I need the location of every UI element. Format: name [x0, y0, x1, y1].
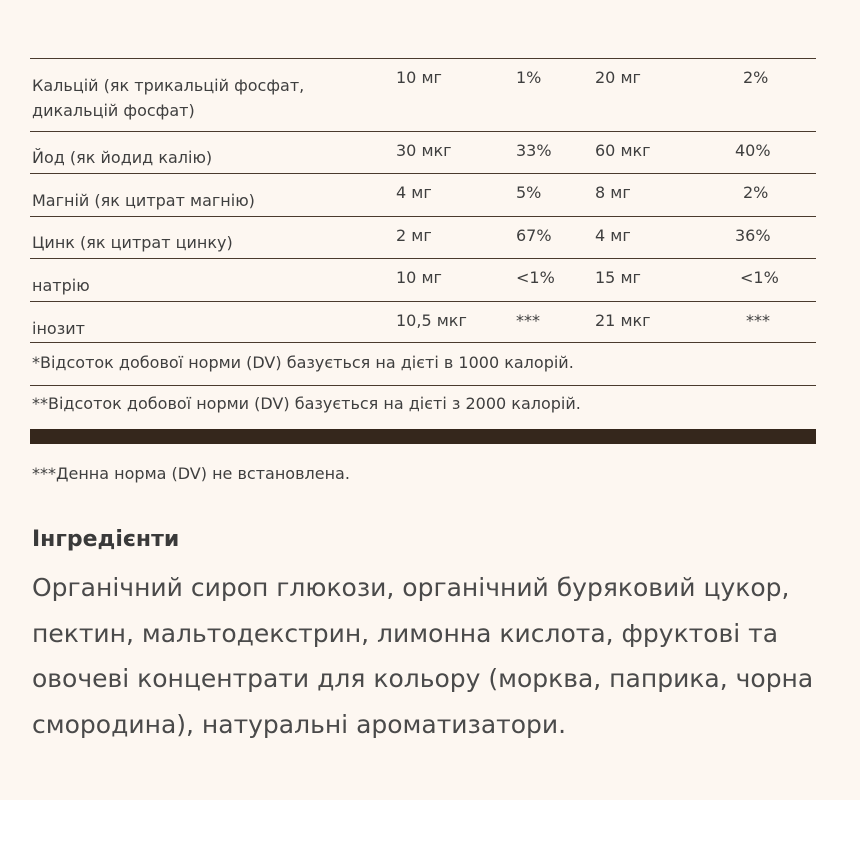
amount-per-serving-1: 10 мг [396, 68, 442, 87]
table-row [30, 131, 816, 173]
table-row [30, 216, 816, 258]
nutrient-name: Кальцій (як трикальцій фосфат, дикальцій фосфат) [32, 76, 305, 120]
amount-per-serving-1: 10 мг [396, 268, 442, 287]
table-row [30, 258, 816, 301]
ingredients-heading: Інгредієнти [32, 527, 180, 552]
amount-per-serving-1: 10,5 мкг [396, 311, 467, 330]
amount-per-serving-2: 21 мкг [595, 311, 651, 330]
nutrition-table [30, 58, 816, 416]
dv-percent-2: 2% [743, 183, 769, 202]
footnote-1000-cal: *Відсоток добової норми (DV) базується на дієті в 1000 калорій. [32, 353, 574, 372]
dv-percent-2: 2% [743, 68, 769, 87]
amount-per-serving-1: 30 мкг [396, 141, 452, 160]
amount-per-serving-1: 2 мг [396, 226, 432, 245]
nutrient-name: інозит [32, 319, 85, 338]
table-row [30, 173, 816, 216]
amount-per-serving-2: 15 мг [595, 268, 641, 287]
dv-percent-2: 36% [735, 226, 771, 245]
dv-percent-1: <1% [516, 268, 555, 287]
dv-percent-2: <1% [740, 268, 779, 287]
table-row [30, 58, 816, 131]
table-row [30, 301, 816, 342]
amount-per-serving-1: 4 мг [396, 183, 432, 202]
dv-percent-1: 67% [516, 226, 552, 245]
amount-per-serving-2: 4 мг [595, 226, 631, 245]
nutrient-name: Йод (як йодид калію) [32, 148, 213, 167]
dv-percent-1: 1% [516, 68, 542, 87]
ingredients-text: Органічний сироп глюкози, органічний буряковий цукор, пектин, мальтодекстрин, лимонна кислота, фруктові та овочеві концентрати для кольору (морква, паприка, чорна смородина), натуральні ароматизатори. [32, 573, 814, 739]
dv-percent-1: 33% [516, 141, 552, 160]
nutrient-name: натрію [32, 276, 90, 295]
nutrient-name: Магній (як цитрат магнію) [32, 191, 255, 210]
dv-percent-2: *** [746, 311, 770, 330]
footnote-row [30, 385, 816, 416]
amount-per-serving-2: 20 мг [595, 68, 641, 87]
footnote-dv-not-established: ***Денна норма (DV) не встановлена. [32, 464, 350, 483]
footnote-row [30, 342, 816, 385]
dv-percent-1: *** [516, 311, 540, 330]
amount-per-serving-2: 60 мкг [595, 141, 651, 160]
dv-percent-1: 5% [516, 183, 542, 202]
section-divider [30, 429, 816, 444]
amount-per-serving-2: 8 мг [595, 183, 631, 202]
dv-percent-2: 40% [735, 141, 771, 160]
nutrient-name: Цинк (як цитрат цинку) [32, 233, 233, 252]
footnote-2000-cal: **Відсоток добової норми (DV) базується на дієті з 2000 калорій. [32, 394, 581, 413]
